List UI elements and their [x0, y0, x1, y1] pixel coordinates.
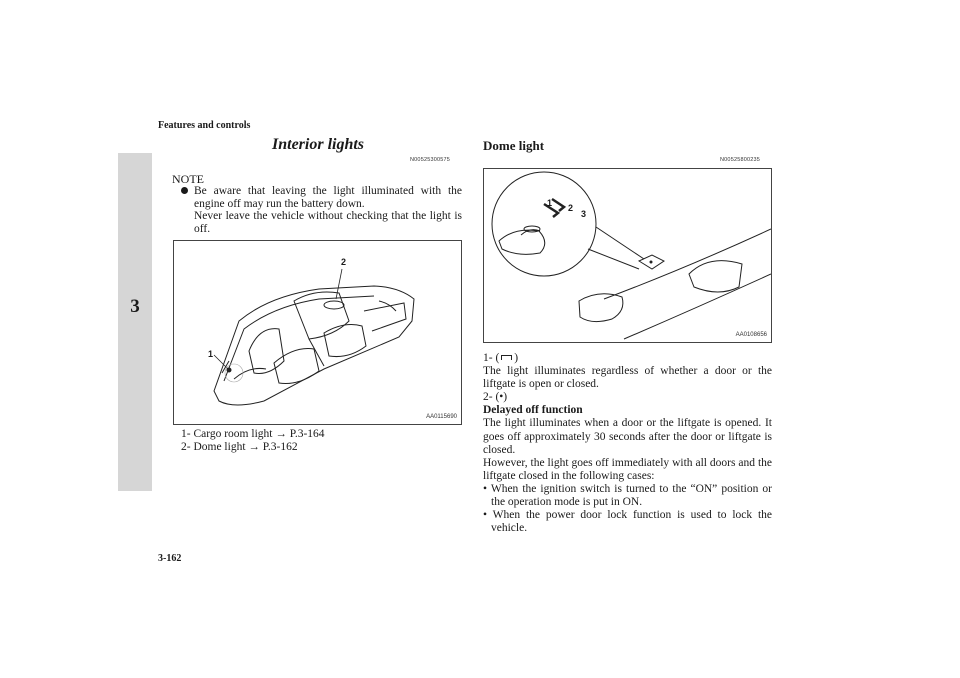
interior-figure-code: AA0115690 [426, 414, 457, 420]
dome-figure [483, 168, 772, 343]
position-1-suffix: ) [514, 352, 519, 364]
position-1-text: The light illuminates regardless of whether a door or the liftgate is open or closed. [483, 365, 772, 391]
note-bullet-icon [181, 187, 188, 194]
dome-lamp-icon [501, 355, 512, 360]
chapter-tab [118, 153, 152, 491]
dome-callout-2: 2 [568, 203, 574, 213]
interior-lights-code: N00525300575 [410, 157, 451, 163]
delayed-off-title: Delayed off function [483, 404, 583, 417]
dome-figure-code: AA0108656 [735, 332, 767, 338]
dome-light-code: N00525800235 [720, 157, 761, 163]
list-item: 2- Dome light → P.3-162 [181, 441, 298, 453]
delayed-off-bullet-2: • When the power door lock function is used to lock the vehicle. [483, 509, 772, 535]
chapter-number: 3 [130, 296, 140, 317]
dome-callout-3: 3 [581, 209, 587, 219]
note-label: NOTE [172, 172, 204, 186]
dome-light-body [483, 352, 772, 535]
delayed-off-text-1: The light illuminates when a door or the liftgate is opened. It goes off approximately 30 seconds after the door or liftgate is closed. [483, 417, 772, 456]
interior-figure [173, 240, 462, 425]
position-1-label [483, 352, 772, 365]
page-number: 3-162 [158, 553, 182, 564]
interior-lights-title: Interior lights [272, 136, 365, 153]
note-text-1: Be aware that leaving the light illuminated with the engine off may run the battery down. [194, 185, 462, 210]
interior-item-list [181, 428, 325, 454]
running-header: Features and controls [158, 120, 251, 131]
interior-callout-1: 1 [208, 349, 214, 359]
dome-callout-1: 1 [547, 198, 553, 208]
dome-light-illustration [484, 169, 771, 342]
dome-light-title: Dome light [483, 138, 545, 153]
delayed-off-bullet-1: • When the ignition switch is turned to the “ON” position or the operation mode is put in ON. [483, 482, 772, 509]
note-item [181, 185, 462, 235]
note-text-2: Never leave the vehicle without checking that the light is off. [194, 210, 462, 235]
delayed-off-text-2: However, the light goes off immediately with all doors and the liftgate closed in the following cases: [483, 456, 772, 482]
position-1-prefix: 1- ( [483, 352, 500, 364]
interior-callout-2: 2 [341, 257, 347, 267]
list-item: 1- Cargo room light → P.3-164 [181, 428, 325, 440]
position-2-label: 2- (•) [483, 391, 508, 404]
car-interior-illustration [174, 241, 461, 424]
